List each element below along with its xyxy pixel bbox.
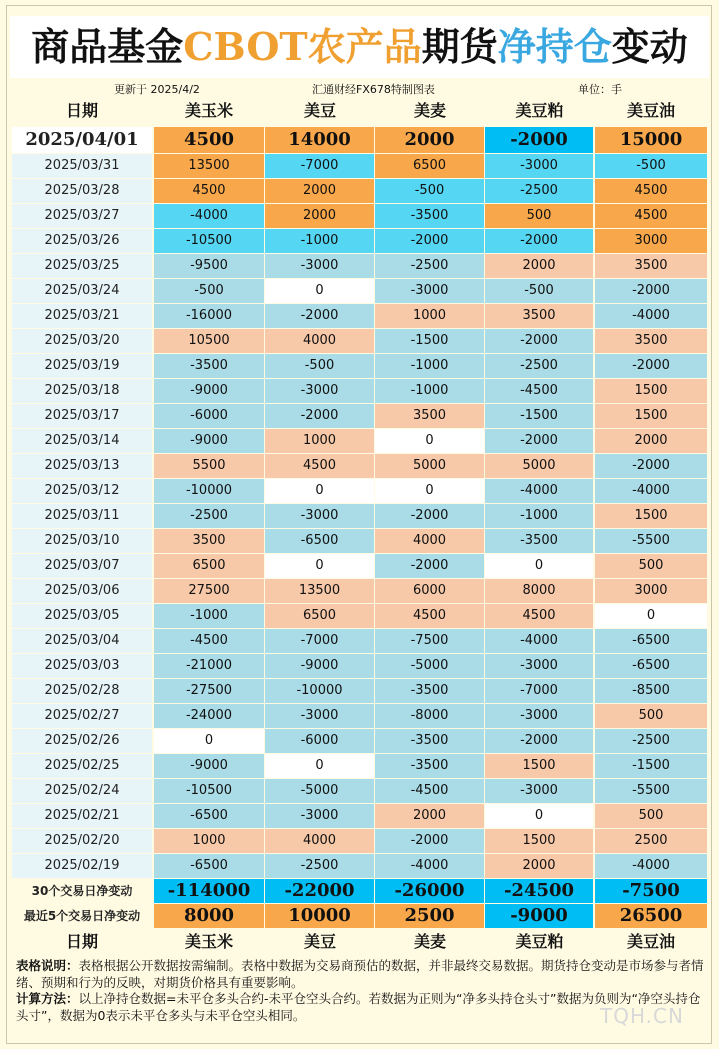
value-cell-soymeal: 3500 [485, 304, 593, 328]
table-row [12, 779, 708, 804]
notes-desc-label: 表格说明： [16, 958, 79, 973]
header-soymeal: 美豆粕 [515, 101, 564, 120]
value-cell-soyoil: 15000 [595, 127, 707, 153]
updated-date: 更新于 2025/4/2 [114, 83, 200, 96]
footer-header-wheat: 美麦 [413, 932, 446, 951]
value-cell-soybean: 0 [265, 554, 374, 578]
table-row [12, 329, 708, 354]
table-row [12, 554, 708, 579]
value-cell-wheat: -2000 [375, 229, 484, 253]
table-row [12, 204, 708, 229]
value-cell-soyoil: 500 [595, 804, 707, 828]
value-cell-soymeal: -500 [485, 279, 593, 303]
value-cell-soymeal: -2000 [485, 127, 593, 153]
value-cell-corn: -6500 [154, 854, 264, 878]
date-cell: 2025/03/04 [12, 629, 152, 653]
value-cell-soymeal: -3000 [485, 654, 593, 678]
table-row [12, 704, 708, 729]
title-part-1: 商品基金 [31, 24, 184, 69]
value-cell-corn: 8000 [154, 904, 264, 928]
value-cell-soyoil: -6500 [595, 654, 707, 678]
value-cell-soybean: 13500 [265, 579, 374, 603]
value-cell-wheat: 2000 [375, 804, 484, 828]
value-cell-soybean: 2000 [265, 204, 374, 228]
value-cell-soyoil: 500 [595, 554, 707, 578]
date-cell: 2025/03/13 [12, 454, 152, 478]
table-row [12, 229, 708, 254]
value-cell-soyoil: 500 [595, 704, 707, 728]
value-cell-soymeal: 2000 [485, 854, 593, 878]
value-cell-soymeal: -4000 [485, 479, 593, 503]
value-cell-soyoil: -6500 [595, 629, 707, 653]
value-cell-soymeal: 8000 [485, 579, 593, 603]
value-cell-soybean: -3000 [265, 504, 374, 528]
table-row [12, 404, 708, 429]
table-row [12, 629, 708, 654]
date-cell: 2025/02/21 [12, 804, 152, 828]
value-cell-corn: 3500 [154, 529, 264, 553]
value-cell-soymeal: 0 [485, 804, 593, 828]
value-cell-soybean: -1000 [265, 229, 374, 253]
notes-method-label: 计算方法： [16, 991, 79, 1006]
value-cell-soybean: 0 [265, 479, 374, 503]
value-cell-soymeal: 1500 [485, 829, 593, 853]
value-cell-soyoil: 3500 [595, 329, 707, 353]
value-cell-soybean: 14000 [265, 127, 374, 153]
value-cell-wheat: -1000 [375, 354, 484, 378]
source-label: 汇通财经FX678特制图表 [312, 83, 435, 96]
value-cell-soybean: 6500 [265, 604, 374, 628]
date-cell: 2025/02/20 [12, 829, 152, 853]
value-cell-soybean: -500 [265, 354, 374, 378]
value-cell-corn: 4500 [154, 179, 264, 203]
watermark: TQH.CN [600, 1004, 684, 1028]
value-cell-corn: -9000 [154, 429, 264, 453]
value-cell-soymeal: -2500 [485, 354, 593, 378]
unit-label: 单位：手 [578, 83, 622, 96]
value-cell-soybean: -6000 [265, 729, 374, 753]
value-cell-soymeal: -2000 [485, 429, 593, 453]
value-cell-wheat: -2000 [375, 554, 484, 578]
value-cell-soyoil: 3000 [595, 229, 707, 253]
value-cell-soymeal: 4500 [485, 604, 593, 628]
date-cell: 2025/02/25 [12, 754, 152, 778]
table-row [12, 604, 708, 629]
notes-desc-text: 表格根据公开数据按需编制。表格中数据为交易商预估的数据，并非最终交易数据。期货持仓变动是市场参与者情绪、预期和行为的反映，对期货价格具有重要影响。 [16, 958, 704, 990]
footer-header-corn: 美玉米 [184, 932, 233, 951]
value-cell-wheat: -2000 [375, 504, 484, 528]
title-part-4: 净持仓 [497, 24, 612, 69]
value-cell-soybean: -2000 [265, 304, 374, 328]
value-cell-wheat: -1000 [375, 379, 484, 403]
value-cell-wheat: -3500 [375, 754, 484, 778]
value-cell-soybean: -3000 [265, 804, 374, 828]
value-cell-soyoil: -2500 [595, 729, 707, 753]
value-cell-soyoil: -8500 [595, 679, 707, 703]
value-cell-wheat: 2000 [375, 127, 484, 153]
date-cell: 2025/03/06 [12, 579, 152, 603]
value-cell-wheat: 0 [375, 429, 484, 453]
value-cell-wheat: 5000 [375, 454, 484, 478]
value-cell-wheat: -8000 [375, 704, 484, 728]
value-cell-corn: -10500 [154, 229, 264, 253]
value-cell-soybean: 4500 [265, 454, 374, 478]
value-cell-soymeal: -2000 [485, 729, 593, 753]
value-cell-wheat: -3500 [375, 729, 484, 753]
value-cell-corn: -24000 [154, 704, 264, 728]
value-cell-wheat: -5000 [375, 654, 484, 678]
value-cell-wheat: -3500 [375, 679, 484, 703]
table-row [12, 854, 708, 879]
summary-row [12, 904, 708, 929]
data-table [12, 127, 708, 929]
value-cell-soyoil: -5500 [595, 779, 707, 803]
value-cell-soymeal: -1500 [485, 404, 593, 428]
value-cell-soyoil: 1500 [595, 379, 707, 403]
value-cell-soyoil: -500 [595, 154, 707, 178]
value-cell-soybean: 4000 [265, 329, 374, 353]
value-cell-soymeal: -3000 [485, 154, 593, 178]
date-cell: 2025/03/25 [12, 254, 152, 278]
value-cell-soymeal: 2000 [485, 254, 593, 278]
date-cell: 2025/03/12 [12, 479, 152, 503]
table-row [12, 304, 708, 329]
footer-header-soymeal: 美豆粕 [515, 932, 564, 951]
date-cell: 2025/02/26 [12, 729, 152, 753]
table-row [12, 454, 708, 479]
value-cell-corn: 0 [154, 729, 264, 753]
value-cell-soymeal: -3500 [485, 529, 593, 553]
value-cell-wheat: -1500 [375, 329, 484, 353]
value-cell-corn: 27500 [154, 579, 264, 603]
date-cell: 2025/03/27 [12, 204, 152, 228]
date-cell: 2025/03/20 [12, 329, 152, 353]
summary-label: 最近5个交易日净变动 [12, 904, 152, 928]
date-cell: 2025/03/18 [12, 379, 152, 403]
date-cell: 2025/03/19 [12, 354, 152, 378]
value-cell-wheat: 1000 [375, 304, 484, 328]
value-cell-soyoil: -4000 [595, 479, 707, 503]
date-cell: 2025/03/03 [12, 654, 152, 678]
date-cell: 2025/03/26 [12, 229, 152, 253]
value-cell-soybean: -22000 [265, 879, 374, 903]
value-cell-soybean: -3000 [265, 379, 374, 403]
footer-header-soybean: 美豆 [303, 932, 336, 951]
value-cell-soymeal: -1000 [485, 504, 593, 528]
date-cell: 2025/04/01 [12, 127, 152, 153]
table-row [12, 504, 708, 529]
table-row [12, 479, 708, 504]
value-cell-soybean: -6500 [265, 529, 374, 553]
value-cell-soybean: -9000 [265, 654, 374, 678]
value-cell-wheat: -4500 [375, 779, 484, 803]
header-soyoil: 美豆油 [626, 101, 675, 120]
value-cell-soyoil: -4000 [595, 304, 707, 328]
value-cell-soyoil: 3500 [595, 254, 707, 278]
table-row [12, 679, 708, 704]
table-row [12, 279, 708, 304]
value-cell-corn: -10000 [154, 479, 264, 503]
date-cell: 2025/02/28 [12, 679, 152, 703]
value-cell-soybean: -2500 [265, 854, 374, 878]
value-cell-soymeal: -2000 [485, 329, 593, 353]
header-wheat: 美麦 [413, 101, 446, 120]
table-row [12, 254, 708, 279]
value-cell-corn: 10500 [154, 329, 264, 353]
value-cell-soyoil: 1500 [595, 504, 707, 528]
value-cell-soymeal: -2500 [485, 179, 593, 203]
value-cell-wheat: -3000 [375, 279, 484, 303]
value-cell-soybean: -3000 [265, 704, 374, 728]
value-cell-soybean: 1000 [265, 429, 374, 453]
summary-label: 30个交易日净变动 [12, 879, 152, 903]
value-cell-soyoil: 3000 [595, 579, 707, 603]
value-cell-soymeal: -4500 [485, 379, 593, 403]
table-row [12, 579, 708, 604]
value-cell-corn: 1000 [154, 829, 264, 853]
table-row [12, 654, 708, 679]
value-cell-corn: -4500 [154, 629, 264, 653]
value-cell-corn: 6500 [154, 554, 264, 578]
value-cell-corn: 5500 [154, 454, 264, 478]
value-cell-wheat: 4500 [375, 604, 484, 628]
value-cell-soymeal: -24500 [485, 879, 593, 903]
value-cell-wheat: -500 [375, 179, 484, 203]
date-cell: 2025/02/27 [12, 704, 152, 728]
header-soybean: 美豆 [303, 101, 336, 120]
header-corn: 美玉米 [184, 101, 233, 120]
value-cell-wheat: -7500 [375, 629, 484, 653]
value-cell-wheat: 0 [375, 479, 484, 503]
value-cell-corn: -3500 [154, 354, 264, 378]
notes-method-text: 以上净持仓数据=未平仓多头合约-未平仓空头合约。若数据为正则为“净多头持仓头寸”数据为负则为“净空头持仓头寸”，数据为0表示未平仓多头与未平仓空头相同。 [16, 991, 701, 1023]
value-cell-soyoil: -5500 [595, 529, 707, 553]
table-row [12, 754, 708, 779]
header-date: 日期 [65, 101, 98, 120]
value-cell-wheat: -2000 [375, 829, 484, 853]
date-cell: 2025/03/14 [12, 429, 152, 453]
value-cell-corn: -500 [154, 279, 264, 303]
date-cell: 2025/03/21 [12, 304, 152, 328]
value-cell-soybean: -2000 [265, 404, 374, 428]
value-cell-soymeal: -4000 [485, 629, 593, 653]
date-cell: 2025/03/31 [12, 154, 152, 178]
value-cell-soymeal: 0 [485, 554, 593, 578]
value-cell-wheat: -3500 [375, 204, 484, 228]
value-cell-soymeal: 500 [485, 204, 593, 228]
value-cell-soybean: -7000 [265, 154, 374, 178]
value-cell-soymeal: -9000 [485, 904, 593, 928]
value-cell-corn: 4500 [154, 127, 264, 153]
value-cell-corn: -9500 [154, 254, 264, 278]
value-cell-corn: -2500 [154, 504, 264, 528]
value-cell-wheat: 3500 [375, 404, 484, 428]
notes-description [16, 958, 706, 991]
value-cell-corn: -10500 [154, 779, 264, 803]
value-cell-corn: -4000 [154, 204, 264, 228]
value-cell-soyoil: -2000 [595, 354, 707, 378]
value-cell-soyoil: -2000 [595, 279, 707, 303]
table-row [12, 429, 708, 454]
value-cell-soymeal: -3000 [485, 779, 593, 803]
value-cell-soybean: -10000 [265, 679, 374, 703]
value-cell-wheat: -4000 [375, 854, 484, 878]
value-cell-corn: -6000 [154, 404, 264, 428]
date-cell: 2025/03/11 [12, 504, 152, 528]
value-cell-wheat: 6000 [375, 579, 484, 603]
title-part-2: CBOT农产品 [183, 24, 422, 69]
value-cell-corn: 13500 [154, 154, 264, 178]
value-cell-soymeal: 5000 [485, 454, 593, 478]
value-cell-wheat: -2500 [375, 254, 484, 278]
table-row [12, 529, 708, 554]
value-cell-corn: -16000 [154, 304, 264, 328]
value-cell-corn: -9000 [154, 754, 264, 778]
header-row-bottom [12, 931, 708, 953]
value-cell-soymeal: -7000 [485, 679, 593, 703]
date-cell: 2025/03/07 [12, 554, 152, 578]
table-row [12, 379, 708, 404]
value-cell-soybean: -5000 [265, 779, 374, 803]
table-row [12, 729, 708, 754]
date-cell: 2025/02/19 [12, 854, 152, 878]
value-cell-corn: -21000 [154, 654, 264, 678]
value-cell-soyoil: -1500 [595, 754, 707, 778]
value-cell-soymeal: 1500 [485, 754, 593, 778]
value-cell-soybean: 2000 [265, 179, 374, 203]
footer-header-date: 日期 [65, 932, 98, 951]
value-cell-wheat: 2500 [375, 904, 484, 928]
page-title [10, 16, 709, 78]
value-cell-soybean: -7000 [265, 629, 374, 653]
value-cell-soyoil: 0 [595, 604, 707, 628]
table-row [12, 179, 708, 204]
value-cell-soyoil: 1500 [595, 404, 707, 428]
value-cell-soyoil: 4500 [595, 204, 707, 228]
table-row [12, 354, 708, 379]
value-cell-soyoil: 4500 [595, 179, 707, 203]
value-cell-soyoil: -4000 [595, 854, 707, 878]
value-cell-soyoil: 2500 [595, 829, 707, 853]
meta-row [10, 81, 709, 97]
value-cell-corn: -6500 [154, 804, 264, 828]
date-cell: 2025/03/24 [12, 279, 152, 303]
value-cell-soyoil: 2000 [595, 429, 707, 453]
value-cell-soybean: -3000 [265, 254, 374, 278]
value-cell-corn: -114000 [154, 879, 264, 903]
value-cell-soybean: 0 [265, 279, 374, 303]
value-cell-corn: -27500 [154, 679, 264, 703]
value-cell-corn: -9000 [154, 379, 264, 403]
header-row-top [12, 100, 708, 122]
value-cell-soymeal: -2000 [485, 229, 593, 253]
date-cell: 2025/02/24 [12, 779, 152, 803]
table-row [12, 154, 708, 179]
summary-row [12, 879, 708, 904]
title-part-5: 变动 [611, 24, 688, 69]
value-cell-soyoil: -7500 [595, 879, 707, 903]
value-cell-soymeal: -3000 [485, 704, 593, 728]
date-cell: 2025/03/28 [12, 179, 152, 203]
value-cell-soybean: 4000 [265, 829, 374, 853]
value-cell-soyoil: 26500 [595, 904, 707, 928]
table-row [12, 829, 708, 854]
value-cell-soyoil: -2000 [595, 454, 707, 478]
date-cell: 2025/03/17 [12, 404, 152, 428]
table-row [12, 804, 708, 829]
title-part-3: 期货 [421, 24, 498, 69]
value-cell-wheat: 6500 [375, 154, 484, 178]
value-cell-wheat: -26000 [375, 879, 484, 903]
date-cell: 2025/03/10 [12, 529, 152, 553]
value-cell-corn: -1000 [154, 604, 264, 628]
footer-header-soyoil: 美豆油 [626, 932, 675, 951]
date-cell: 2025/03/05 [12, 604, 152, 628]
value-cell-soybean: 0 [265, 754, 374, 778]
value-cell-wheat: 4000 [375, 529, 484, 553]
value-cell-soybean: 10000 [265, 904, 374, 928]
table-row [12, 127, 708, 154]
